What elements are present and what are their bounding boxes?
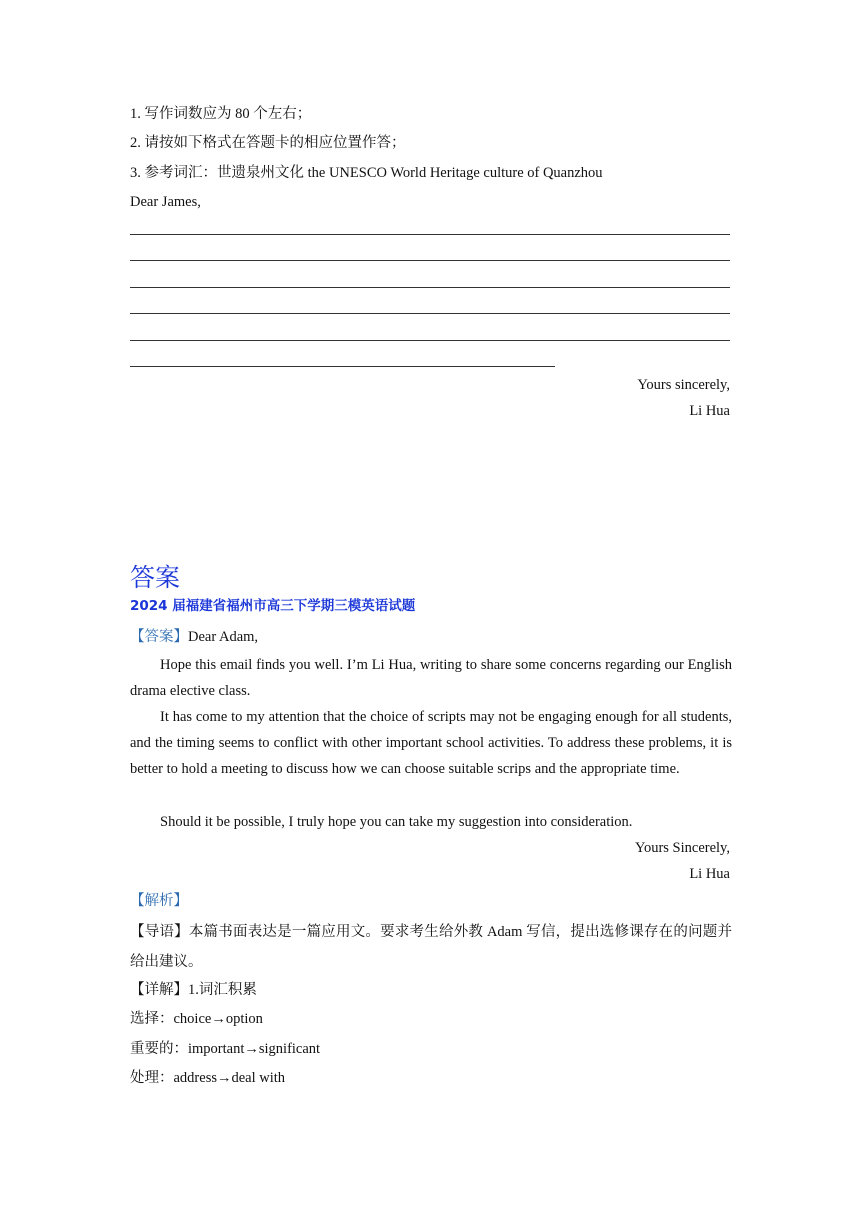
vocab-item: 选择：choice→option — [130, 1011, 263, 1027]
requirement-1: 1. 写作词数应为 80 个左右； — [130, 106, 312, 122]
requirement-3: 3. 参考词汇：世遗泉州文化 the UNESCO World Heritage culture of Quanzhou — [130, 165, 603, 181]
writing-line — [130, 260, 730, 261]
letter-closing: Yours sincerely, — [637, 377, 730, 393]
exam-title: 2024 届福建省福州市高三下学期三模英语试题 — [130, 598, 416, 614]
guide-paragraph — [130, 917, 732, 977]
writing-line — [130, 313, 730, 314]
answer-closing: Yours Sincerely, — [634, 840, 730, 856]
writing-line — [130, 340, 730, 341]
writing-line — [130, 287, 730, 288]
detail-tag: 【详解】 — [130, 982, 188, 998]
answer-greeting-line — [130, 627, 258, 647]
writing-line — [130, 366, 555, 367]
answer-signature: Li Hua — [689, 866, 730, 882]
answer-paragraph-3: Should it be possible, I truly hope you can take my suggestion into consideration. — [160, 814, 633, 830]
detail-line — [130, 980, 257, 1000]
answer-greeting: Dear Adam, — [188, 629, 259, 645]
vocab-item: 重要的：important→significant — [130, 1041, 321, 1057]
writing-line — [130, 234, 730, 235]
guide-text: 本篇书面表达是一篇应用文。要求考生给外教 Adam 写信，提出选修课存在的问题并给出建议。 — [130, 924, 733, 970]
vocab-item: 处理：address→deal with — [130, 1070, 286, 1086]
analysis-tag: 【解析】 — [130, 893, 188, 909]
requirement-2: 2. 请按如下格式在答题卡的相应位置作答； — [130, 135, 406, 151]
guide-tag: 【导语】 — [130, 924, 189, 940]
answer-heading: 答案 — [130, 563, 181, 592]
answer-paragraph-1: Hope this email finds you well. I’m Li Hua, writing to share some concerns regarding our English drama elective class. — [130, 657, 732, 699]
answer-tag: 【答案】 — [130, 629, 188, 645]
answer-paragraph-2: It has come to my attention that the choice of scripts may not be engaging enough for all students, and the timing seems to conflict with other important school activities. To address these problems, it is better to hold a meeting to discuss how we can choose suitable scrips and the appropriate time. — [130, 709, 732, 777]
letter-greeting: Dear James, — [130, 194, 201, 210]
letter-signature: Li Hua — [689, 403, 730, 419]
detail-text: 1.词汇积累 — [188, 982, 257, 998]
